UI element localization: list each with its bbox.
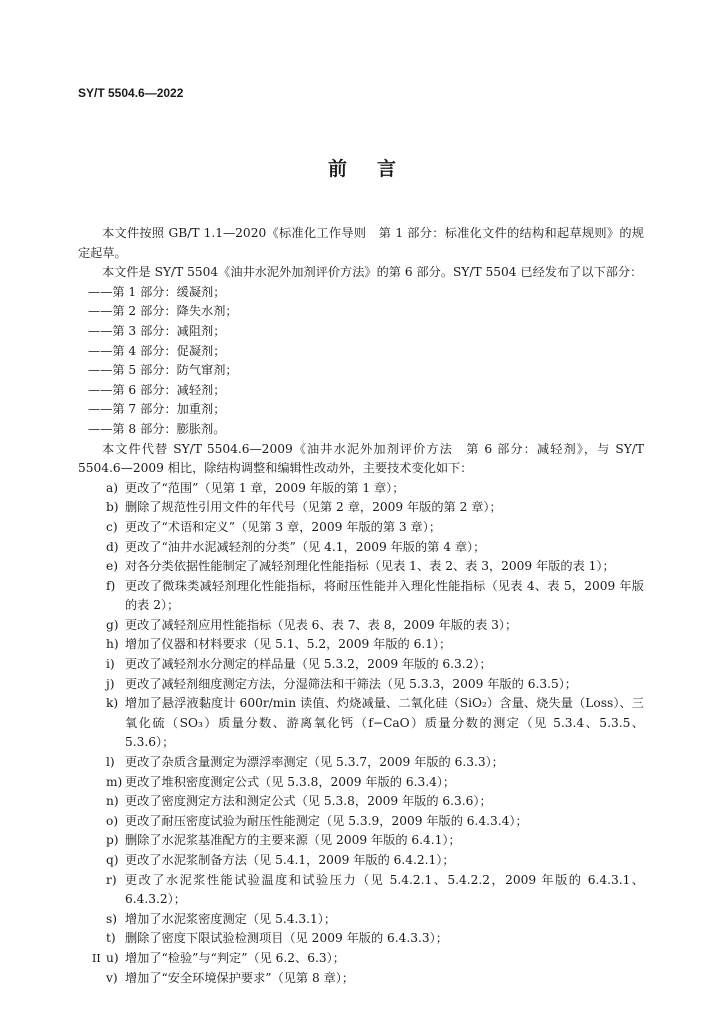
change-item-text: 更改了水泥浆性能试验温度和试验压力（见 5.4.2.1、5.4.2.2，2009 年版的 6.4.3.1、6.4.3.2）； [125, 872, 644, 907]
change-item-text: 更改了水泥浆制备方法（见 5.4.1，2009 年版的 6.4.2.1）； [125, 853, 455, 867]
standard-code: SY/T 5504.6—2022 [78, 86, 184, 100]
change-list-item [78, 871, 644, 910]
change-item-text: 更改了“术语和定义”（见第 3 章，2009 年版的第 3 章）； [125, 519, 442, 534]
change-list-item [78, 812, 644, 832]
change-item-text: 增加了“安全环境保护要求”（见第 8 章）； [125, 970, 355, 985]
change-item-label: g) [106, 617, 119, 632]
change-item-label: j) [106, 676, 115, 691]
change-item-label: k) [106, 696, 119, 711]
part-list-item: ——第 3 部分：减阻剂； [88, 323, 226, 338]
foreword-body [78, 224, 644, 988]
change-list-item [78, 616, 644, 636]
change-list-item [78, 518, 644, 538]
change-list-item [78, 929, 644, 949]
change-list-item [78, 694, 644, 753]
change-item-text: 增加了“检验”与“判定”（见 6.2、6.3）； [125, 950, 345, 965]
change-list-item [78, 753, 644, 773]
change-item-text: 更改了耐压密度试验为耐压性能测定（见 5.3.9，2009 年版的 6.4.3.4）； [125, 813, 528, 828]
change-list-item [78, 969, 644, 989]
change-list-item [78, 851, 644, 871]
change-item-text: 更改了杂质含量测定为漂浮率测定（见 5.3.7，2009 年版的 6.3.3）； [125, 755, 504, 770]
change-item-text: 更改了减轻剂细度测定方法，分湿筛法和干筛法（见 5.3.3，2009 年版的 6.3.5）； [125, 676, 577, 691]
change-item-text: 更改了“油井水泥减轻剂的分类”（见 4.1，2009 年版的第 4 章）； [125, 539, 486, 554]
change-list-item [78, 773, 644, 793]
change-item-text: 增加了水泥浆密度测定（见 5.4.3.1）； [125, 911, 337, 926]
change-item-text: 对各分类依据性能制定了减轻剂理化性能指标（见表 1、表 2、表 3，2009 年版的表 1）； [125, 559, 615, 574]
change-item-label: p) [106, 833, 119, 848]
change-list-item [78, 635, 644, 655]
change-item-label: d) [106, 539, 119, 554]
change-list-item [78, 498, 644, 518]
change-item-label: t) [106, 931, 116, 946]
change-item-label: i) [106, 657, 115, 672]
change-item-label: f) [106, 578, 116, 593]
page-number: II [92, 952, 101, 965]
change-item-label: m) [106, 774, 123, 789]
change-item-text: 删除了密度下限试验检测项目（见 2009 年版的 6.4.3.3）； [125, 931, 448, 946]
change-item-label: a) [106, 480, 119, 495]
change-item-label: n) [106, 794, 119, 809]
change-item-text: 更改了堆积密度测定公式（见 5.3.8，2009 年版的 6.3.4）； [125, 774, 456, 789]
change-item-text: 更改了减轻剂水分测定的样品量（见 5.3.2，2009 年版的 6.3.2）； [125, 657, 492, 672]
change-list-item [78, 577, 644, 616]
change-list-item [78, 792, 644, 812]
change-list-item [78, 655, 644, 675]
parts-list [78, 283, 644, 440]
change-item-label: v) [106, 970, 118, 985]
part-list-item: ——第 2 部分：降失水剂； [88, 304, 238, 319]
change-item-text: 删除了水泥浆基准配方的主要来源（见 2009 年版的 6.4.1）； [125, 833, 461, 848]
paragraph-series-intro: 本文件是 SY/T 5504《油井水泥外加剂评价方法》的第 6 部分。SY/T 5504 已经发布了以下部分： [102, 265, 643, 280]
change-item-label: e) [106, 559, 118, 574]
change-item-text: 增加了仪器和材料要求（见 5.1、5.2，2009 年版的 6.1）； [125, 637, 452, 652]
part-list-item: ——第 4 部分：促凝剂； [88, 343, 226, 358]
part-list-item: ——第 8 部分：膨胀剂。 [88, 421, 226, 436]
change-item-label: q) [106, 853, 119, 867]
part-list-item: ——第 1 部分：缓凝剂； [88, 284, 226, 299]
change-list-item [78, 910, 644, 930]
change-list-item [78, 538, 644, 558]
change-item-label: h) [106, 637, 119, 652]
change-item-label: r) [106, 872, 117, 887]
change-item-label: u) [106, 950, 119, 965]
change-item-label: o) [106, 813, 119, 828]
change-item-text: 删除了规范性引用文件的年代号（见第 2 章，2009 年版的第 2 章）； [125, 500, 502, 515]
change-item-label: c) [106, 519, 118, 534]
change-list-item [78, 675, 644, 695]
change-item-text: 更改了密度测定方法和测定公式（见 5.3.8，2009 年版的 6.3.6）； [125, 794, 492, 809]
change-item-label: s) [106, 911, 118, 926]
change-list-item [78, 479, 644, 499]
change-list-item [78, 949, 644, 969]
change-item-text: 更改了“范围”（见第 1 章，2009 年版的第 1 章）； [125, 480, 405, 495]
part-list-item: ——第 5 部分：防气窜剂； [88, 363, 238, 378]
paragraph-replacement: 本文件代替 SY/T 5504.6—2009《油井水泥外加剂评价方法 第 6 部分：减轻剂》，与 SY/T 5504.6—2009 相比，除结构调整和编辑性改动外，主要技术变化如下： [78, 441, 644, 476]
changes-list [78, 479, 644, 988]
change-item-text: 更改了微珠类减轻剂理化性能指标，将耐压性能并入理化性能指标（见表 4、表 5，2009 年版的表 2）； [125, 578, 644, 613]
part-list-item: ——第 6 部分：减轻剂； [88, 382, 226, 397]
page-title: 前言 [327, 158, 426, 180]
change-list-item [78, 557, 644, 577]
change-item-label: l) [106, 755, 115, 770]
paragraph-drafting-rules: 本文件按照 GB/T 1.1—2020《标准化工作导则 第 1 部分：标准化文件的结构和起草规则》的规定起草。 [78, 226, 644, 260]
part-list-item: ——第 7 部分：加重剂； [88, 402, 226, 417]
change-list-item [78, 831, 644, 851]
change-item-text: 增加了悬浮液黏度计 600r/min 读值、灼烧减量、二氧化硅（SiO₂）含量、烧失量（Loss）、三氧化硫（SO₃）质量分数、游离氧化钙（f−CaO）质量分数的测定（见 5.3.4、5.3.5、5.3.6）； [125, 696, 644, 750]
change-item-text: 更改了减轻剂应用性能指标（见表 6、表 7、表 8，2009 年版的表 3）； [125, 617, 518, 632]
change-item-label: b) [106, 500, 119, 515]
